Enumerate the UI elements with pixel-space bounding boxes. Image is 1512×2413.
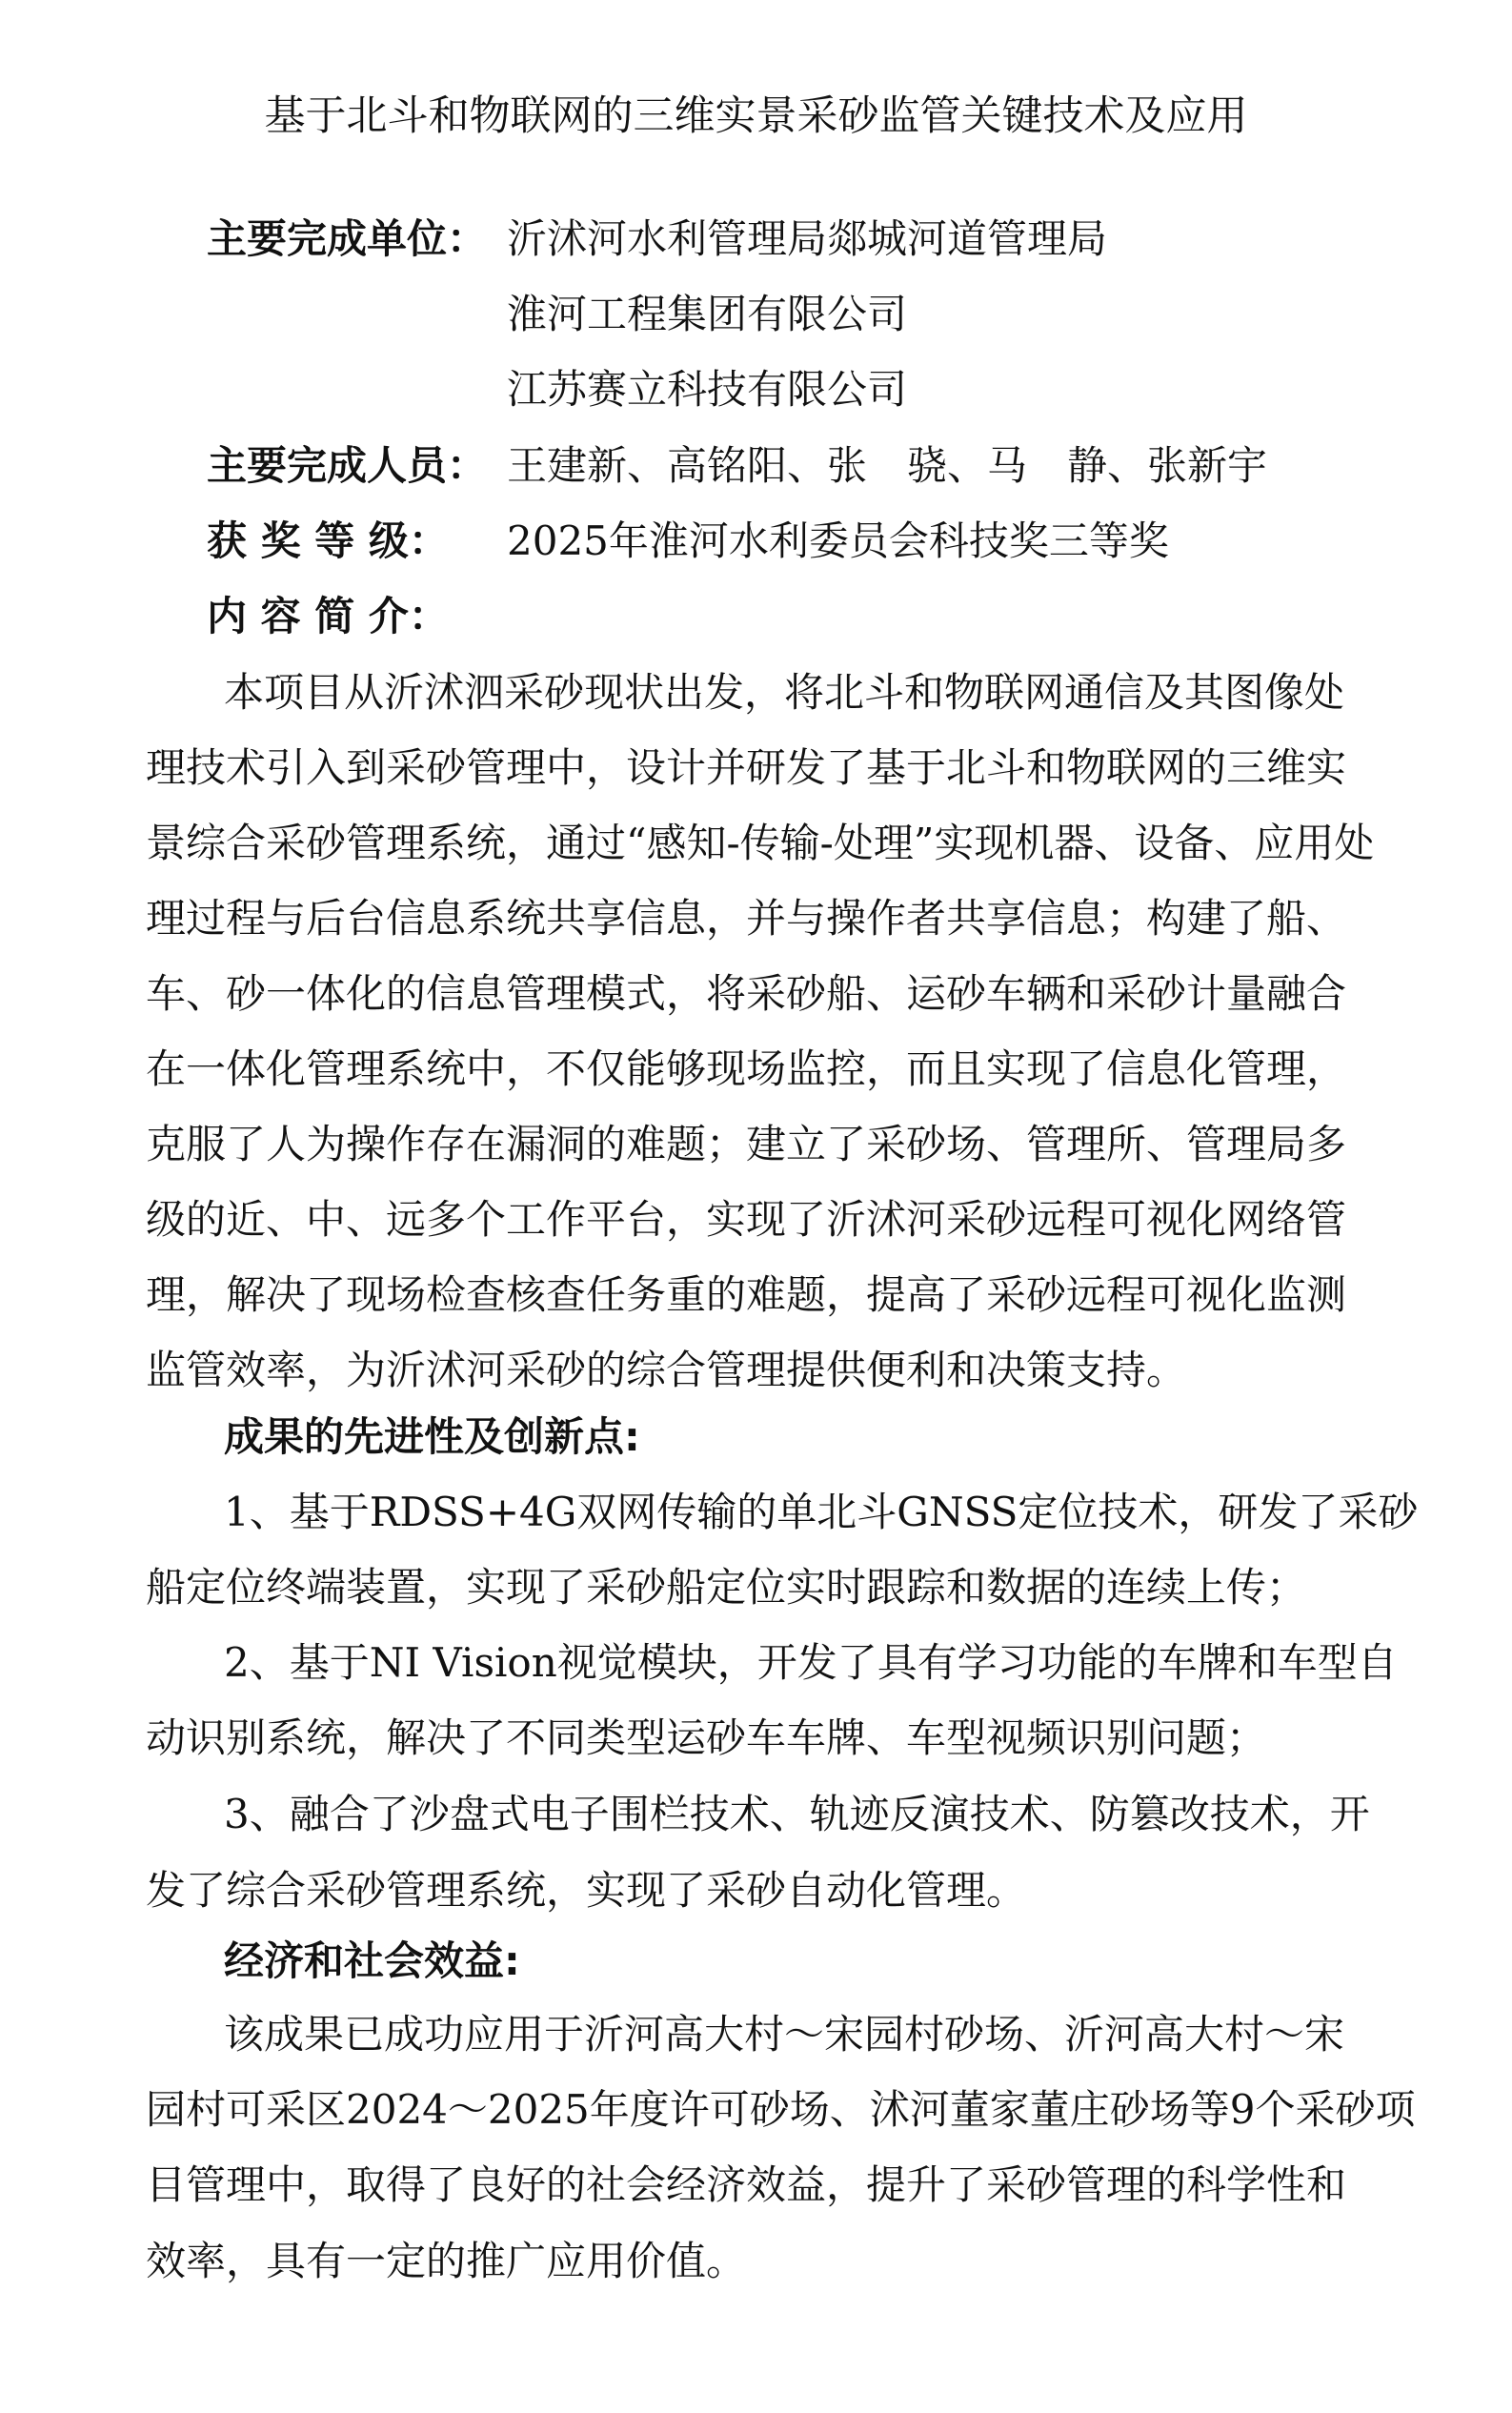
innovation-line: 动识别系统，解决了不同类型运砂车车牌、车型视频识别问题； xyxy=(146,1714,1267,1761)
intro-label: 内 容 简 介： xyxy=(207,593,449,639)
unit-3: 江苏赛立科技有限公司 xyxy=(507,366,908,413)
intro-line: 理，解决了现场检查核查任务重的难题，提高了采砂远程可视化监测 xyxy=(146,1271,1347,1318)
persons-label: 主要完成人员： xyxy=(207,442,488,489)
innovation-line: 船定位终端装置，实现了采砂船定位实时跟踪和数据的连续上传； xyxy=(146,1564,1307,1611)
innovation-heading: 成果的先进性及创新点: xyxy=(224,1413,640,1460)
intro-line: 理过程与后台信息系统共享信息，并与操作者共享信息；构建了船、 xyxy=(146,895,1347,942)
intro-line: 本项目从沂沭泗采砂现状出发，将北斗和物联网通信及其图像处 xyxy=(224,669,1345,716)
innovation-line: 发了综合采砂管理系统，实现了采砂自动化管理。 xyxy=(146,1867,1027,1914)
benefit-line: 目管理中，取得了良好的社会经济效益，提升了采砂管理的科学性和 xyxy=(146,2161,1347,2208)
benefit-line: 园村可采区2024～2025年度许可砂场、沭河董家董庄砂场等9个采砂项 xyxy=(146,2086,1416,2133)
intro-line: 监管效率，为沂沭河采砂的综合管理提供便利和决策支持。 xyxy=(146,1347,1187,1393)
persons-value: 王建新、高铭阳、张 骁、马 静、张新宇 xyxy=(507,442,1268,489)
intro-line: 在一体化管理系统中，不仅能够现场监控，而且实现了信息化管理， xyxy=(146,1045,1347,1092)
intro-line: 理技术引入到采砂管理中，设计并研发了基于北斗和物联网的三维实 xyxy=(146,744,1347,791)
intro-line: 景综合采砂管理系统，通过“感知-传输-处理”实现机器、设备、应用处 xyxy=(146,820,1375,866)
benefit-line: 效率，具有一定的推广应用价值。 xyxy=(146,2238,747,2284)
innovation-line: 3、融合了沙盘式电子围栏技术、轨迹反演技术、防篡改技术，开 xyxy=(224,1791,1370,1837)
intro-line: 车、砂一体化的信息管理模式，将采砂船、运砂车辆和采砂计量融合 xyxy=(146,970,1347,1017)
innovation-line: 1、基于RDSS+4G双网传输的单北斗GNSS定位技术，研发了采砂 xyxy=(224,1489,1419,1535)
document-title: 基于北斗和物联网的三维实景采砂监管关键技术及应用 xyxy=(264,92,1248,140)
benefit-heading: 经济和社会效益: xyxy=(224,1937,520,1984)
unit-1: 沂沭河水利管理局郯城河道管理局 xyxy=(507,215,1108,262)
units-label: 主要完成单位： xyxy=(207,215,488,262)
award-label: 获 奖 等 级： xyxy=(207,517,449,564)
award-value: 2025年淮河水利委员会科技奖三等奖 xyxy=(507,517,1169,564)
intro-line: 克服了人为操作存在漏洞的难题；建立了采砂场、管理所、管理局多 xyxy=(146,1121,1347,1167)
unit-2: 淮河工程集团有限公司 xyxy=(507,291,908,337)
intro-line: 级的近、中、远多个工作平台，实现了沂沭河采砂远程可视化网络管 xyxy=(146,1196,1347,1243)
benefit-line: 该成果已成功应用于沂河高大村～宋园村砂场、沂河高大村～宋 xyxy=(224,2011,1345,2058)
innovation-line: 2、基于NI Vision视觉模块，开发了具有学习功能的车牌和车型自 xyxy=(224,1639,1398,1686)
